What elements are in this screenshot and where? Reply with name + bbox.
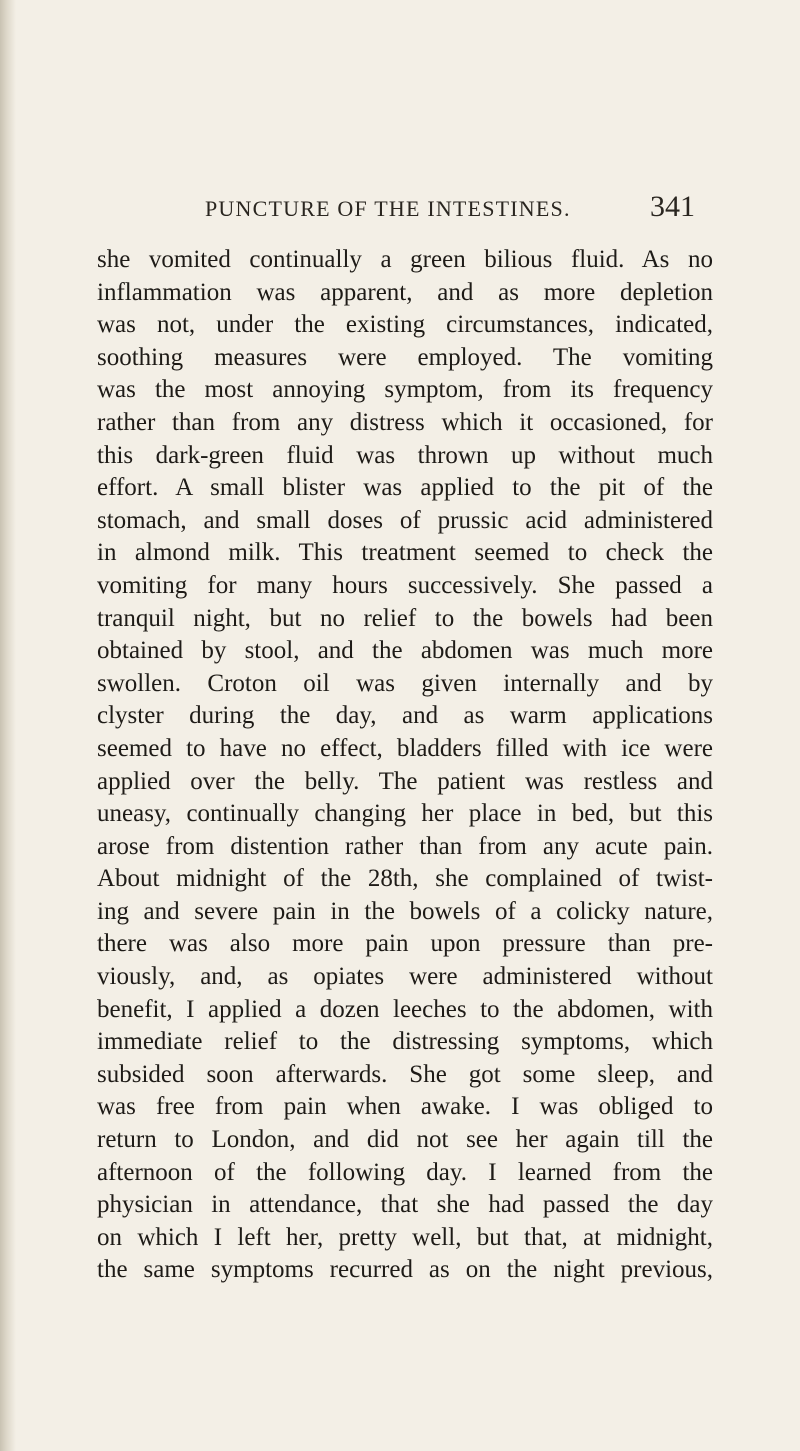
text-line: there was also more pain upon pressure than pre- xyxy=(97,930,713,958)
text-line: ing and severe pain in the bowels of a colicky nature, xyxy=(97,897,713,925)
running-title: PUNCTURE OF THE INTESTINES. xyxy=(205,196,571,221)
text-line: she vomited continually a green bilious fluid. As no xyxy=(97,246,713,273)
text-line: obtained by stool, and the abdomen was much more xyxy=(97,637,713,665)
text-line: seemed to have no effect, bladders filled with ice were xyxy=(97,734,713,762)
text-line: viously, and, as opiates were administered without xyxy=(97,963,713,991)
text-line: was free from pain when awake. I was obliged to xyxy=(97,1093,713,1121)
text-line: vomiting for many hours successively. She passed a xyxy=(97,571,713,599)
text-line: benefit, I applied a dozen leeches to the abdomen, with xyxy=(97,995,713,1023)
text-line: afternoon of the following day. I learned from the xyxy=(97,1158,713,1186)
text-line: uneasy, continually changing her place in bed, but this xyxy=(97,800,713,828)
text-line: About midnight of the 28th, she complained of twist- xyxy=(97,865,713,893)
text-line: this dark-green fluid was thrown up without much xyxy=(97,441,713,469)
body-text xyxy=(97,244,713,1287)
text-line: was the most annoying symptom, from its frequency xyxy=(97,376,713,404)
text-line: arose from distention rather than from any acute pain. xyxy=(97,832,713,860)
text-line: rather than from any distress which it occasioned, for xyxy=(97,408,713,436)
page-number: 341 xyxy=(650,190,695,223)
text-line: effort. A small blister was applied to the pit of the xyxy=(97,474,713,502)
page-edge-shadow xyxy=(0,0,16,1451)
text-line: swollen. Croton oil was given internally and by xyxy=(97,669,713,697)
text-line: soothing measures were employed. The vomiting xyxy=(97,343,713,371)
text-line: physician in attendance, that she had passed the day xyxy=(97,1191,713,1219)
text-line: subsided soon afterwards. She got some sleep, and xyxy=(97,1060,713,1088)
text-line: inflammation was apparent, and as more depletion xyxy=(97,278,713,306)
running-header xyxy=(205,190,695,230)
text-line: on which I left her, pretty well, but that, at midnight, xyxy=(97,1223,713,1251)
text-line: was not, under the existing circumstances, indicated, xyxy=(97,311,713,339)
text-line: applied over the belly. The patient was restless and xyxy=(97,767,713,795)
text-line: stomach, and small doses of prussic acid administered xyxy=(97,506,713,534)
text-line: immediate relief to the distressing symptoms, which xyxy=(97,1028,713,1056)
text-line: clyster during the day, and as warm applications xyxy=(97,702,713,730)
text-line: the same symptoms recurred as on the night previous, xyxy=(97,1256,713,1284)
text-line: in almond milk. This treatment seemed to check the xyxy=(97,539,713,567)
text-line: tranquil night, but no relief to the bowels had been xyxy=(97,604,713,632)
text-line: return to London, and did not see her again till the xyxy=(97,1126,713,1154)
